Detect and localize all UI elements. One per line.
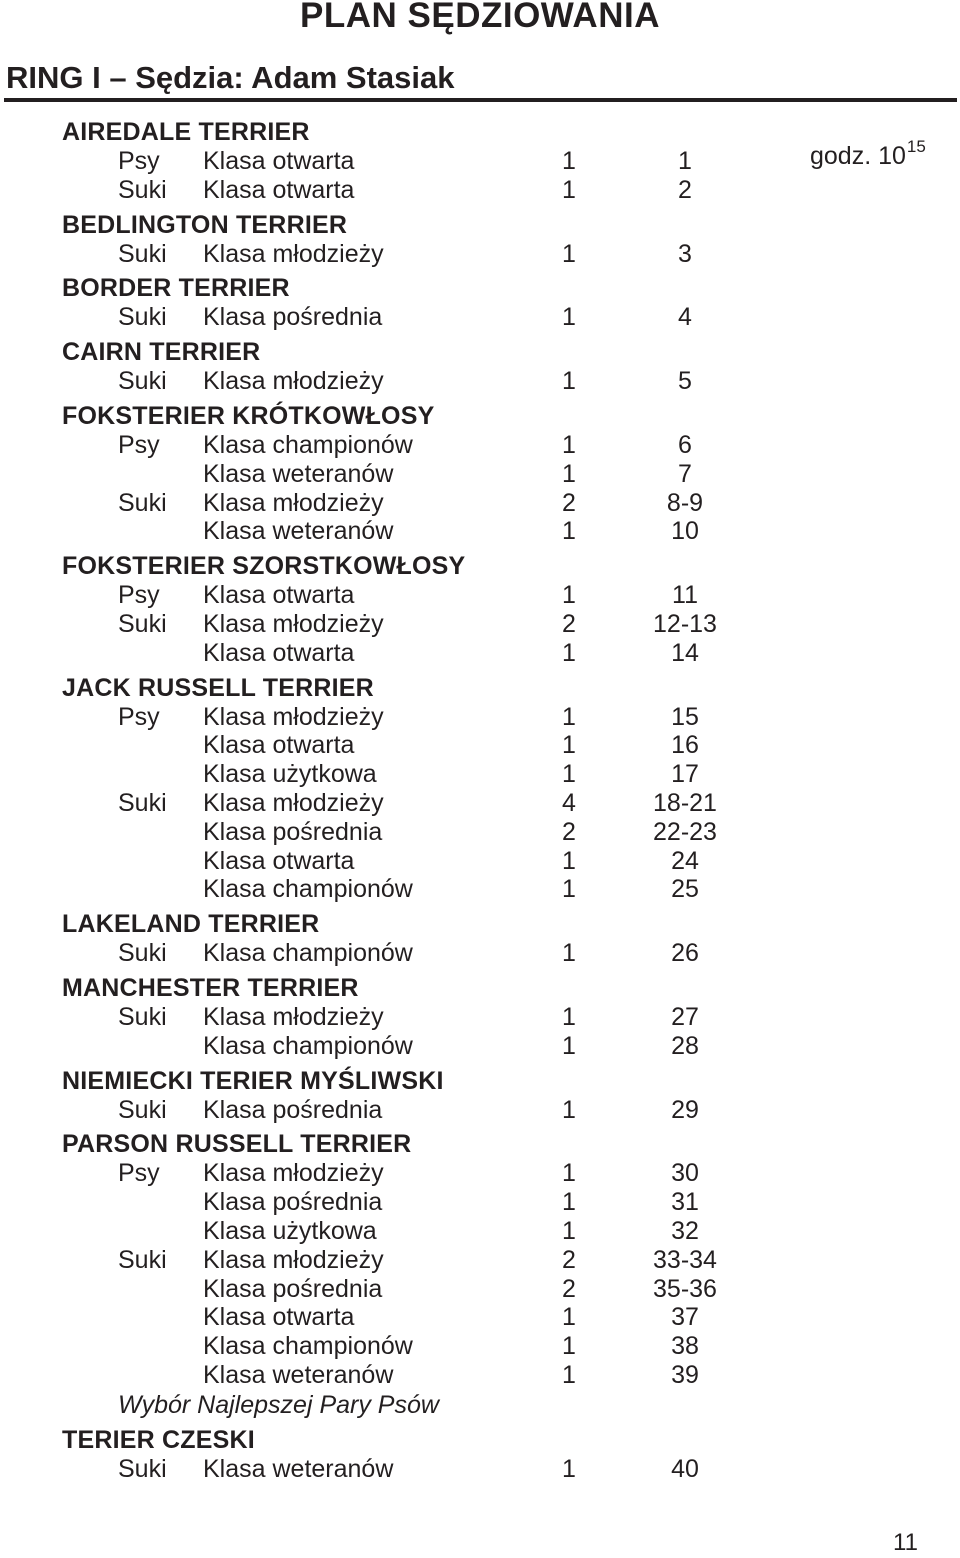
- catalog-numbers: 15: [671, 702, 699, 731]
- class-label: Klasa otwarta: [203, 1303, 355, 1332]
- breed-block: [0, 337, 960, 396]
- dog-count: 1: [562, 846, 576, 875]
- breed-block: [0, 1425, 960, 1484]
- breed-block: [0, 551, 960, 667]
- dog-count: 1: [562, 175, 576, 204]
- class-label: Klasa otwarta: [203, 147, 355, 175]
- class-label: Klasa weteranów: [203, 517, 394, 546]
- class-row: [0, 1188, 960, 1217]
- class-label: Klasa pośrednia: [203, 303, 383, 332]
- class-label: Klasa użytkowa: [203, 760, 377, 789]
- breed-name: MANCHESTER TERRIER: [62, 973, 359, 1002]
- class-label: Klasa młodzieży: [203, 788, 384, 817]
- catalog-numbers: 24: [671, 846, 699, 875]
- class-label: Klasa pośrednia: [203, 1095, 383, 1124]
- catalog-numbers: 35-36: [653, 1274, 717, 1303]
- class-label: Klasa championów: [203, 1031, 413, 1060]
- class-row: [0, 240, 960, 269]
- competition-note: Wybór Najlepszej Pary Psów: [118, 1390, 439, 1419]
- dog-count: 1: [562, 581, 576, 610]
- sex-label: Suki: [118, 303, 167, 332]
- class-row: [0, 1303, 960, 1332]
- dog-count: 2: [562, 609, 576, 638]
- class-row: [0, 731, 960, 760]
- class-row: [0, 1096, 960, 1125]
- class-row: [0, 1361, 960, 1390]
- dog-count: 1: [562, 1303, 576, 1332]
- breed-name: FOKSTERIER KRÓTKOWŁOSY: [62, 401, 435, 430]
- dog-count: 1: [562, 1216, 576, 1245]
- catalog-numbers: 12-13: [653, 609, 717, 638]
- class-label: Klasa młodzieży: [203, 1002, 384, 1031]
- sex-label: Psy: [118, 147, 160, 175]
- class-row: [0, 818, 960, 847]
- class-label: Klasa championów: [203, 875, 413, 904]
- class-label: Klasa młodzieży: [203, 1159, 384, 1188]
- catalog-numbers: 30: [671, 1159, 699, 1188]
- class-row: [0, 639, 960, 668]
- breed-name: TERIER CZESKI: [62, 1425, 255, 1454]
- class-row: [0, 460, 960, 489]
- sex-label: Suki: [118, 609, 167, 638]
- breed-block: [0, 210, 960, 269]
- header-rule: [4, 98, 957, 102]
- catalog-numbers: 6: [678, 430, 692, 459]
- catalog-numbers: 7: [678, 459, 692, 488]
- breed-block: [0, 117, 960, 205]
- class-label: Klasa otwarta: [203, 175, 355, 204]
- catalog-numbers: 40: [671, 1454, 699, 1483]
- class-label: Klasa młodzieży: [203, 1245, 384, 1274]
- class-label: Klasa użytkowa: [203, 1216, 377, 1245]
- class-row: [0, 489, 960, 518]
- sex-label: Psy: [118, 430, 160, 459]
- dog-count: 1: [562, 760, 576, 789]
- dog-count: 2: [562, 488, 576, 517]
- catalog-numbers: 11: [672, 581, 698, 610]
- sex-label: Suki: [118, 175, 167, 204]
- catalog-numbers: 26: [671, 939, 699, 968]
- dog-count: 2: [562, 817, 576, 846]
- ring-header: RING I – Sędzia: Adam Stasiak: [6, 60, 455, 95]
- class-label: Klasa młodzieży: [203, 488, 384, 517]
- dog-count: 1: [562, 638, 576, 667]
- catalog-numbers: 39: [671, 1360, 699, 1389]
- class-row: [0, 431, 960, 460]
- catalog-numbers: 16: [671, 731, 699, 760]
- breed-block: [0, 909, 960, 968]
- class-label: Klasa pośrednia: [203, 1274, 383, 1303]
- catalog-numbers: 27: [671, 1002, 699, 1031]
- class-row: [0, 875, 960, 904]
- class-label: Klasa pośrednia: [203, 817, 383, 846]
- sex-label: Suki: [118, 1095, 167, 1124]
- catalog-numbers: 2: [678, 175, 692, 204]
- class-row: [0, 303, 960, 332]
- sex-label: Psy: [118, 702, 160, 731]
- dog-count: 1: [562, 367, 576, 396]
- dog-count: 1: [562, 939, 576, 968]
- breed-block: [0, 673, 960, 905]
- class-label: Klasa otwarta: [203, 638, 355, 667]
- class-row: [0, 1455, 960, 1484]
- class-label: Klasa championów: [203, 430, 413, 459]
- dog-count: 1: [562, 1095, 576, 1124]
- dog-count: 4: [562, 788, 576, 817]
- breed-name: NIEMIECKI TERIER MYŚLIWSKI: [62, 1066, 444, 1095]
- class-label: Klasa otwarta: [203, 581, 355, 610]
- catalog-numbers: 31: [671, 1188, 699, 1217]
- catalog-numbers: 10: [671, 517, 699, 546]
- catalog-numbers: 14: [671, 638, 699, 667]
- breed-name: PARSON RUSSELL TERRIER: [62, 1130, 412, 1159]
- dog-count: 1: [562, 1332, 576, 1361]
- class-row: [0, 367, 960, 396]
- breed-name: LAKELAND TERRIER: [62, 910, 320, 939]
- catalog-numbers: 18-21: [653, 788, 717, 817]
- breed-block: [0, 1066, 960, 1125]
- class-row: [0, 176, 960, 205]
- dog-count: 1: [562, 1188, 576, 1217]
- breed-block: [0, 973, 960, 1061]
- dog-count: 1: [562, 303, 576, 332]
- catalog-numbers: 1: [678, 147, 692, 175]
- class-label: Klasa otwarta: [203, 731, 355, 760]
- dog-count: 1: [562, 702, 576, 731]
- dog-count: 1: [562, 147, 576, 175]
- class-row: [0, 1032, 960, 1061]
- breed-name: BORDER TERRIER: [62, 274, 290, 303]
- sex-label: Suki: [118, 488, 167, 517]
- catalog-numbers: 28: [671, 1031, 699, 1060]
- class-row: [0, 147, 960, 176]
- dog-count: 2: [562, 1245, 576, 1274]
- dog-count: 1: [562, 731, 576, 760]
- class-row: [0, 703, 960, 732]
- sex-label: Psy: [118, 581, 160, 610]
- catalog-numbers: 22-23: [653, 817, 717, 846]
- breed-name: AIREDALE TERRIER: [62, 118, 310, 146]
- sex-label: Suki: [118, 939, 167, 968]
- judging-schedule: [0, 112, 960, 1484]
- class-label: Klasa championów: [203, 1332, 413, 1361]
- class-label: Klasa młodzieży: [203, 609, 384, 638]
- class-label: Klasa pośrednia: [203, 1188, 383, 1217]
- class-row: [0, 847, 960, 876]
- dog-count: 1: [562, 875, 576, 904]
- catalog-numbers: 38: [671, 1332, 699, 1361]
- class-label: Klasa młodzieży: [203, 367, 384, 396]
- class-row: [0, 939, 960, 968]
- catalog-numbers: 3: [678, 239, 692, 268]
- sex-label: Suki: [118, 239, 167, 268]
- class-row: [0, 517, 960, 546]
- start-time-minutes: 15: [906, 137, 926, 156]
- dog-count: 1: [562, 1360, 576, 1389]
- page-number: 11: [893, 1529, 918, 1556]
- catalog-numbers: 32: [671, 1216, 699, 1245]
- class-label: Klasa weteranów: [203, 459, 394, 488]
- breed-name: FOKSTERIER SZORSTKOWŁOSY: [62, 552, 466, 581]
- class-row: [0, 1332, 960, 1361]
- class-row: [0, 1246, 960, 1275]
- dog-count: 1: [562, 1159, 576, 1188]
- catalog-numbers: 4: [678, 303, 692, 332]
- sex-label: Psy: [118, 1159, 160, 1188]
- class-row: [0, 1217, 960, 1246]
- sex-label: Suki: [118, 1454, 167, 1483]
- catalog-numbers: 29: [671, 1095, 699, 1124]
- breed-block: [0, 1129, 960, 1419]
- sex-label: Suki: [118, 1002, 167, 1031]
- dog-count: 1: [562, 459, 576, 488]
- catalog-numbers: 37: [671, 1303, 699, 1332]
- class-label: Klasa championów: [203, 939, 413, 968]
- breed-name: BEDLINGTON TERRIER: [62, 210, 348, 239]
- class-row: [0, 1003, 960, 1032]
- class-row: [0, 789, 960, 818]
- dog-count: 1: [562, 430, 576, 459]
- dog-count: 2: [562, 1274, 576, 1303]
- class-row: [0, 1275, 960, 1304]
- class-row: [0, 581, 960, 610]
- dog-count: 1: [562, 1031, 576, 1060]
- sex-label: Suki: [118, 367, 167, 396]
- dog-count: 1: [562, 517, 576, 546]
- catalog-numbers: 33-34: [653, 1245, 717, 1274]
- class-label: Klasa młodzieży: [203, 702, 384, 731]
- class-row: [0, 1159, 960, 1188]
- dog-count: 1: [562, 1002, 576, 1031]
- catalog-numbers: 5: [678, 367, 692, 396]
- dog-count: 1: [562, 1454, 576, 1483]
- breed-block: [0, 401, 960, 546]
- class-row: [0, 760, 960, 789]
- breed-name: CAIRN TERRIER: [62, 338, 261, 367]
- dog-count: 1: [562, 239, 576, 268]
- class-label: Klasa weteranów: [203, 1360, 394, 1389]
- page-title: PLAN SĘDZIOWANIA: [300, 0, 660, 35]
- catalog-numbers: 17: [671, 760, 699, 789]
- class-label: Klasa otwarta: [203, 846, 355, 875]
- sex-label: Suki: [118, 1245, 167, 1274]
- class-label: Klasa weteranów: [203, 1454, 394, 1483]
- class-row: [0, 610, 960, 639]
- catalog-numbers: 25: [671, 875, 699, 904]
- catalog-numbers: 8-9: [666, 488, 704, 517]
- sex-label: Suki: [118, 788, 167, 817]
- start-time-label: godz. 10: [810, 142, 906, 170]
- class-label: Klasa młodzieży: [203, 239, 384, 268]
- breed-block: [0, 273, 960, 332]
- breed-name: JACK RUSSELL TERRIER: [62, 673, 374, 702]
